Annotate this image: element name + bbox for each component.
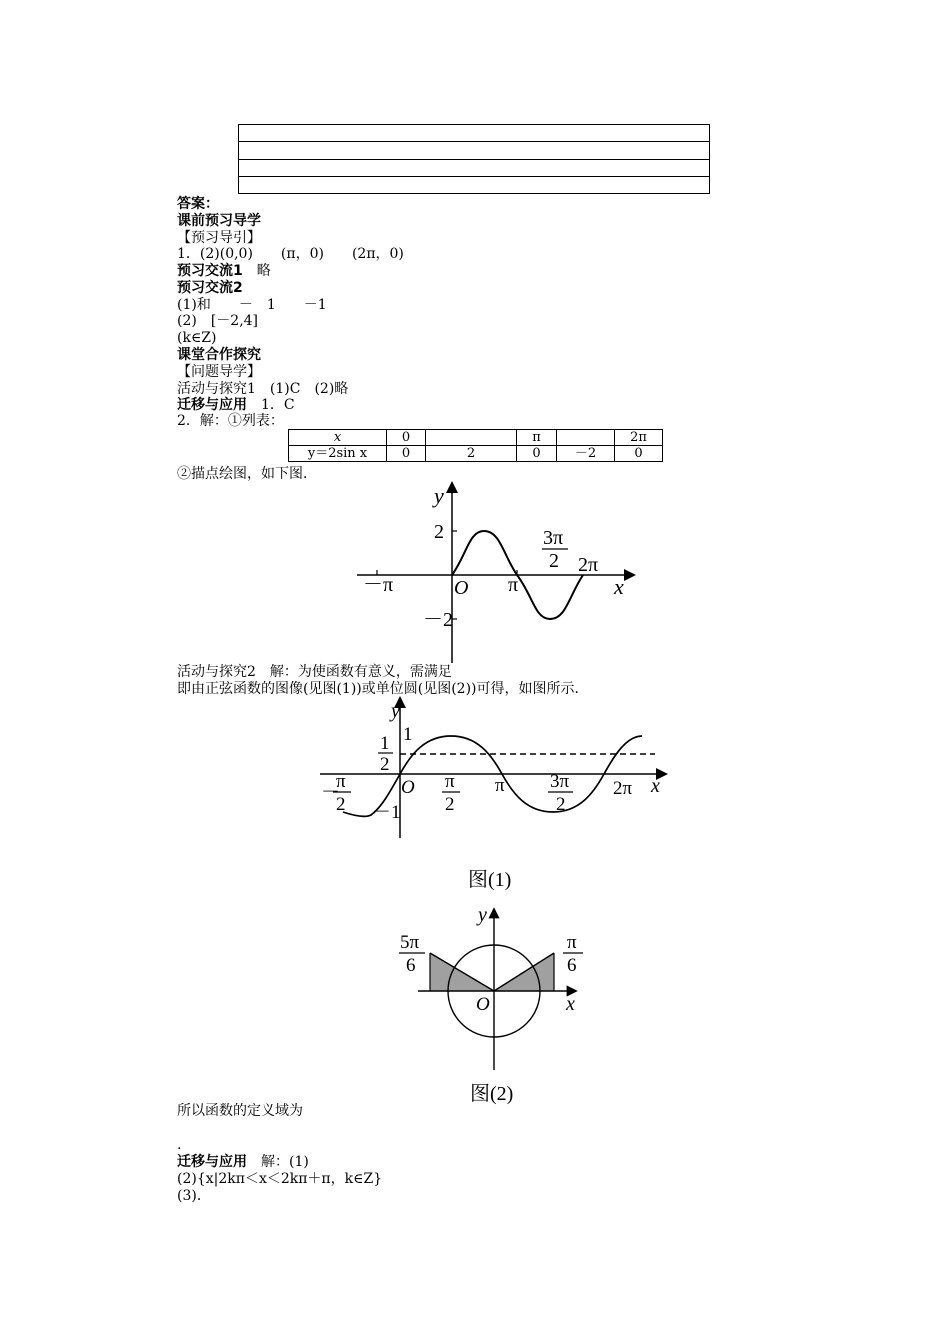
y-half-den: 2	[380, 754, 390, 775]
x-tick-neg-pi: －π	[363, 574, 394, 596]
activity-2-line-2: 即由正弦函数的图像(见图(1))或单位圆(见图(2))可得，如图所示．	[177, 681, 589, 697]
figure-2-unit-circle	[390, 900, 600, 1110]
table-row	[289, 446, 663, 462]
dot-line: .	[177, 1137, 182, 1153]
angle-pi-6-den: 6	[567, 955, 577, 976]
table-cell: 0	[517, 446, 557, 462]
table-cell: 0	[387, 446, 426, 462]
sine-graph	[350, 478, 640, 663]
x-tick-3pi-2-den: 2	[549, 550, 559, 572]
answers-heading: 答案：	[177, 196, 219, 212]
table-cell: －2	[557, 446, 615, 462]
neg-half-pi-den: 2	[336, 794, 346, 815]
table-cell	[239, 176, 710, 193]
answer-line-1: 1．(2)(0,0) (π，0) (2π，0)	[177, 246, 404, 262]
table-cell: 2	[426, 446, 517, 462]
transfer-2-text: 解：(1)	[247, 1154, 309, 1170]
angle-5pi-6-den: 6	[406, 955, 416, 976]
section-title-classroom: 课堂合作探究	[177, 347, 261, 363]
neg-sign: －	[321, 782, 341, 803]
exchange-2-line-2: (2) [－2,4]	[177, 313, 259, 329]
x-tick-3pi-2-num: 3π	[543, 527, 564, 549]
empty-table	[238, 124, 710, 194]
exchange-2-line-3: (k∈Z)	[177, 330, 217, 346]
angle-pi-6-num: π	[567, 932, 577, 953]
y-axis-label: y	[434, 483, 444, 508]
section-title-preview: 课前预习导学	[177, 213, 261, 229]
table-cell: 2π	[615, 430, 663, 446]
value-table	[288, 429, 663, 462]
activity-2-line: 活动与探究2 解：为使函数有意义，需满足	[177, 664, 452, 680]
x-tick-pi: π	[495, 775, 505, 796]
table-cell	[557, 430, 615, 446]
table-cell	[239, 125, 710, 142]
x-tick-2pi: 2π	[578, 554, 599, 576]
transfer-2-line-2: (2){x|2kπ＜x＜2kπ＋π，k∈Z}	[177, 1171, 383, 1187]
table-cell: x	[289, 430, 387, 446]
preview-exchange-2-label: 预习交流2	[177, 280, 243, 296]
y-tick-2: 2	[434, 521, 444, 543]
preview-exchange-1	[177, 263, 271, 280]
transfer-1-line	[177, 397, 295, 414]
y-tick-neg1: －1	[372, 802, 401, 823]
transfer-2-line-3: (3)．	[177, 1188, 211, 1204]
x-tick-pi: π	[508, 574, 519, 596]
figure-1-caption: 图(1)	[468, 869, 512, 891]
activity-1-line: 活动与探究1 (1)C (2)略	[177, 381, 349, 397]
table-cell	[239, 142, 710, 159]
exchange-1-label: 预习交流1	[177, 263, 243, 279]
x-axis-label: x	[614, 574, 624, 599]
x-axis-label: x	[566, 993, 575, 1015]
exchange-2-line-1: (1)和 － 1 －1	[177, 297, 327, 313]
origin-label: O	[476, 994, 490, 1015]
y-half-num: 1	[380, 733, 390, 754]
exchange-1-text: 略	[242, 263, 271, 279]
y-axis-label: y	[391, 700, 400, 722]
y-axis-label: y	[478, 904, 487, 926]
half-pi-den: 2	[445, 794, 455, 815]
domain-line: 所以函数的定义域为	[177, 1103, 303, 1119]
figure-1-sine-graph	[315, 692, 670, 892]
transfer-2-line	[177, 1154, 309, 1171]
origin-label: O	[401, 777, 415, 798]
table-cell: y＝2sin x	[289, 446, 387, 462]
problem-guide-heading: 【问题导学】	[177, 364, 261, 380]
transfer-1-text: 1．C	[247, 397, 295, 413]
transfer-1-label: 迁移与应用	[177, 397, 247, 413]
table-cell: 0	[387, 430, 426, 446]
origin-label: O	[454, 577, 469, 599]
solution-2-line: 2．解：①列表：	[177, 413, 284, 429]
x-axis-label: x	[651, 775, 660, 797]
table-cell: 0	[615, 446, 663, 462]
figure-2-caption: 图(2)	[470, 1083, 514, 1105]
plot-instruction-line: ②描点绘图，如下图．	[177, 466, 317, 482]
half-pi-num: π	[445, 771, 455, 792]
y-tick-neg2: －2	[423, 609, 453, 631]
table-cell	[426, 430, 517, 446]
three-half-pi-num: 3π	[550, 771, 570, 792]
table-cell: π	[517, 430, 557, 446]
table-cell	[239, 159, 710, 176]
angle-5pi-6-num: 5π	[400, 932, 420, 953]
x-tick-2pi: 2π	[613, 778, 633, 799]
preview-guide-heading: 【预习导引】	[177, 230, 261, 246]
neg-half-pi-num: π	[336, 771, 346, 792]
table-row	[289, 430, 663, 446]
three-half-pi-den: 2	[556, 794, 566, 815]
transfer-2-label: 迁移与应用	[177, 1154, 247, 1170]
y-tick-1: 1	[403, 724, 413, 745]
